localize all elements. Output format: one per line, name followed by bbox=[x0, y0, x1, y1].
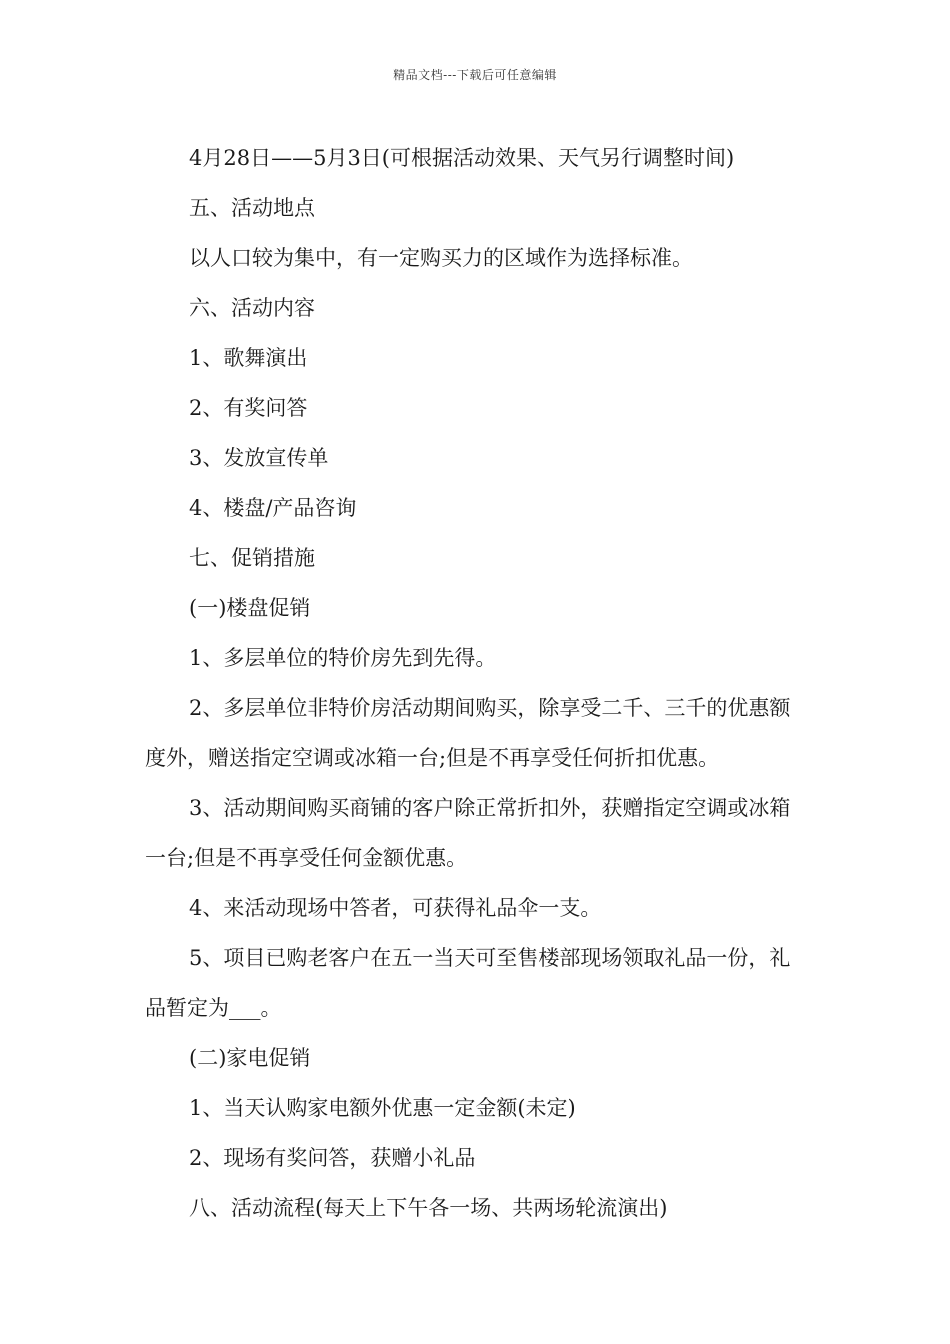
list-item-song-dance: 1、歌舞演出 bbox=[189, 346, 308, 370]
list-item-special-price: 1、多层单位的特价房先到先得。 bbox=[189, 646, 497, 670]
list-item-flyers: 3、发放宣传单 bbox=[189, 446, 329, 470]
list-item-appliance-discount: 1、当天认购家电额外优惠一定金额(未定) bbox=[189, 1096, 576, 1120]
list-item-non-special-purchase: 2、多层单位非特价房活动期间购买，除享受二千、三千的优惠额度外，赠送指定空调或冰箱一台;但是不再享受任何折扣优惠。 bbox=[145, 696, 791, 770]
list-item-umbrella-gift: 4、来活动现场中答者，可获得礼品伞一支。 bbox=[189, 896, 602, 920]
paragraph-location-criteria: 以人口较为集中，有一定购买力的区域作为选择标准。 bbox=[189, 246, 693, 270]
heading-promotion-measures: 七、促销措施 bbox=[189, 546, 315, 570]
subheading-property-promotion: (一)楼盘促销 bbox=[189, 596, 311, 620]
heading-activity-location: 五、活动地点 bbox=[189, 196, 315, 220]
heading-activity-flow: 八、活动流程(每天上下午各一场、共两场轮流演出) bbox=[189, 1196, 668, 1220]
subheading-appliance-promotion: (二)家电促销 bbox=[189, 1046, 311, 1070]
document-body bbox=[145, 133, 810, 1233]
list-item-shop-purchase: 3、活动期间购买商铺的客户除正常折扣外，获赠指定空调或冰箱一台;但是不再享受任何金额优惠。 bbox=[145, 796, 791, 870]
list-item-quiz-gift: 2、现场有奖问答，获赠小礼品 bbox=[189, 1146, 476, 1170]
page-header: 精品文档---下载后可任意编辑 bbox=[393, 68, 557, 82]
list-item-quiz: 2、有奖问答 bbox=[189, 396, 308, 420]
heading-activity-content: 六、活动内容 bbox=[189, 296, 315, 320]
list-item-old-customer-gift: 5、项目已购老客户在五一当天可至售楼部现场领取礼品一份，礼品暂定为___。 bbox=[145, 946, 791, 1020]
list-item-consulting: 4、楼盘/产品咨询 bbox=[189, 496, 357, 520]
paragraph-activity-time: 4月28日——5月3日(可根据活动效果、天气另行调整时间) bbox=[189, 146, 735, 170]
